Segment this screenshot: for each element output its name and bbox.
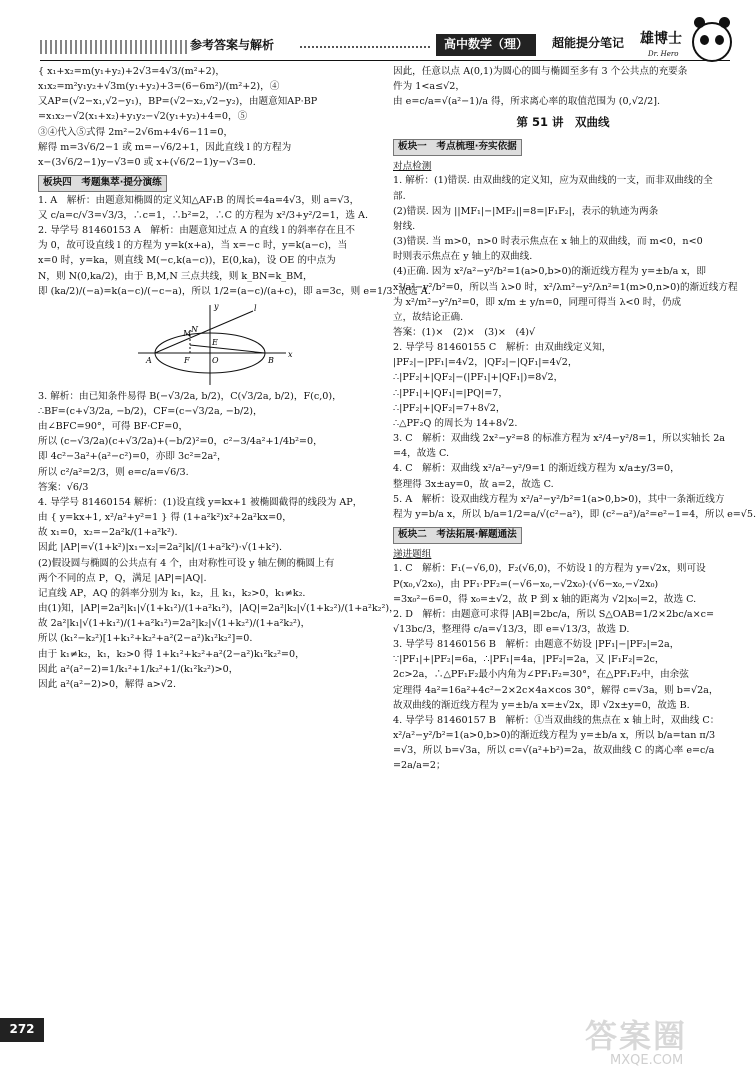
figure-label-N: N bbox=[191, 324, 198, 334]
figure-label-B: B bbox=[268, 355, 274, 365]
text-line: 因此 a²(a²−2)>0，解得 a>√2. bbox=[38, 678, 176, 690]
text-line: 由于 k₁≠k₂，k₁，k₂>0 得 1+k₁²+k₂²+a²(2−a²)k₁²k₂²=0， bbox=[38, 648, 305, 660]
text-line: ∵|PF₁|+|PF₂|=6a，∴|PF₁|=4a，|PF₂|=2a，又 |F₁F₂|=2c， bbox=[393, 654, 665, 666]
text-line: x²/a²−y²/b²=1(a>0,b>0)的渐近线方程为 y=±b/a x，所以 b/a=tan π/3 bbox=[393, 730, 716, 742]
brand-logo-text: 雄博士 bbox=[640, 31, 682, 47]
text-line: P(x₀,√2x₀)，由 PF₁·PF₂=(−√6−x₀,−√2x₀)·(√6−x₀,−√2x₀) bbox=[393, 578, 659, 590]
text-line: =√3，所以 b=√3a，所以 c=√(a²+b²)=2a，故双曲线 C 的离心率 e=c/a bbox=[393, 745, 715, 757]
text-line: 5. A 解析：设双曲线方程为 x²/a²−y²/b²=1(a>0,b>0)，其中一条渐近线方 bbox=[393, 493, 725, 505]
header-subject: 高中数学（理） bbox=[436, 34, 536, 56]
text-line: ③④代入⑤式得 2m²−2√6m+4√6−11=0， bbox=[38, 126, 234, 138]
text-line: 2. 导学号 81460153 A 解析：由题意知过点 A 的直线 l 的斜率存在且不 bbox=[38, 225, 355, 237]
text-line: 故双曲线的渐近线方程为 y=±b/a x=±√2x，即 √2x±y=0，故选 B. bbox=[393, 699, 690, 711]
section-heading: 板块四 考题集萃·提分演练 bbox=[38, 175, 167, 192]
text-line: 1. C 解析：F₁(−√6,0)，F₂(√6,0)，不妨设 l 的方程为 y=√2x，则可设 bbox=[393, 563, 706, 575]
text-line: 4. 导学号 81460154 解析：(1)设直线 y=kx+1 被椭圆截得的线段为 AP， bbox=[38, 496, 363, 508]
text-line: N，则 N(0,ka/2)，由于 B,M,N 三点共线，则 k_BN=k_BM， bbox=[38, 270, 313, 282]
text-line: ∴△PF₂Q 的周长为 14+8√2. bbox=[393, 417, 518, 429]
text-line: 程为 y=b/a x，所以 b/a=1/2=a/√(c²−a²)，即 (c²−a²)/a²=e²−1=4，所以 e=√5. bbox=[393, 508, 756, 520]
text-line: x=0 时，y=ka，则直线 M(−c,k(a−c))，E(0,ka)，设 OE 的中点为 bbox=[38, 255, 336, 267]
text-line: 件为 1<a≤√2， bbox=[393, 81, 465, 93]
text-line: (3)错误. 当 m>0，n>0 时表示焦点在 x 轴上的双曲线，而 m<0，n<0 bbox=[393, 236, 703, 248]
ellipse-diagram bbox=[38, 301, 383, 387]
text-line: ∴|PF₂|+|QF₂|=7+8√2， bbox=[393, 402, 506, 414]
text-line: 所以 c²/a²=2/3，则 e=c/a=√6/3. bbox=[38, 466, 189, 478]
ellipse-figure bbox=[38, 301, 383, 387]
text-line: ∴BF=(c+√3/2a, −b/2)，CF=(c−√3/2a, −b/2)， bbox=[38, 406, 263, 417]
figure-label-y: y bbox=[214, 301, 219, 311]
text-line: 所以 (k₁²−k₂²)[1+k₁²+k₂²+a²(2−a²)k₁²k₂²]=0. bbox=[38, 633, 253, 645]
figure-label-A: A bbox=[146, 355, 152, 365]
figure-label-M: M bbox=[183, 328, 192, 338]
text-line: 故 2a²|k₁|√(1+k₁²)/(1+a²k₁²)=2a²|k₂|√(1+k₂²)/(1+a²k₂²)， bbox=[38, 618, 311, 630]
text-line: 时则表示焦点在 y 轴上的双曲线. bbox=[393, 251, 533, 263]
panda-logo-icon bbox=[692, 22, 732, 62]
text-line: 记直线 AP，AQ 的斜率分别为 k₁，k₂，且 k₁，k₂>0，k₁≠k₂. bbox=[38, 587, 306, 599]
figure-label-E: E bbox=[212, 337, 218, 347]
figure-label-O: O bbox=[212, 355, 219, 365]
header-rule bbox=[40, 60, 730, 61]
text-line: 由 { y=kx+1, x²/a²+y²=1 } 得 (1+a²k²)x²+2a²kx=0， bbox=[38, 512, 292, 524]
text-line: 由(1)知，|AP|=2a²|k₁|√(1+k₁²)/(1+a²k₁²)，|AQ|=2a²|k₂|√(1+k₂²)/(1+a²k₂²)， bbox=[38, 603, 399, 615]
text-line: 2. 导学号 81460155 C 解析：由双曲线定义知， bbox=[393, 342, 612, 354]
page-number: 272 bbox=[0, 1018, 44, 1042]
page-header bbox=[0, 0, 750, 60]
header-decoration bbox=[40, 40, 190, 54]
text-line: 定理得 4a²=16a²+4c²−2×2c×4a×cos 30°，解得 c=√3a，则 b=√2a， bbox=[393, 684, 719, 696]
text-line: 即 (ka/2)/(−a)=k(a−c)/(−c−a)，所以 1/2=(a−c)/(a+c)，即 a=3c，则 e=1/3. 故选 A. bbox=[38, 285, 431, 297]
text-line: 2. D 解析：由题意可求得 |AB|=2bc/a，所以 S△OAB=1/2×2bc/a×c= bbox=[393, 608, 715, 620]
text-line: 1. A 解析：由题意知椭圆的定义知△AF₁B 的周长=4a=4√3，则 a=√3， bbox=[38, 194, 360, 206]
text-line: 3. 导学号 81460156 B 解析：由题意不妨设 |PF₁|−|PF₂|=2a， bbox=[393, 639, 680, 651]
text-line: 立，故结论正确. bbox=[393, 311, 464, 323]
text-line: 3. 解析：由已知条件易得 B(−√3/2a, b/2)，C(√3/2a, b/2)，F(c,0)， bbox=[38, 390, 342, 402]
text-line: 因此 |AP|=√(1+k²)|x₁−x₂|=2a²|k|/(1+a²k²)·√(1+k²). bbox=[38, 542, 283, 554]
line-mb bbox=[190, 345, 265, 353]
text-line: 因此，任意以点 A(0,1)为圆心的圆与椭圆至多有 3 个公共点的充要条 bbox=[393, 66, 688, 77]
text-line: (2)假设圆与椭圆的公共点有 4 个，由对称性可设 y 轴左侧的椭圆上有 bbox=[38, 557, 335, 569]
text-line: x²/a²−y²/b²=0，所以当 λ>0 时，x²/λm²−y²/λn²=1(m>0,n>0)的渐近线方程 bbox=[393, 281, 738, 293]
text-line: 两个不同的点 P，Q，满足 |AP|=|AQ|. bbox=[38, 572, 207, 584]
text-line: 故 x₁=0，x₂=−2a²k/(1+a²k²). bbox=[38, 527, 178, 539]
figure-label-x: x bbox=[288, 349, 293, 359]
figure-label-F: F bbox=[184, 355, 190, 365]
header-title: 参考答案与解析 bbox=[190, 38, 275, 52]
text-line: 答案：(1)× (2)× (3)× (4)√ bbox=[393, 327, 536, 339]
text-line: ∴|PF₁|+|QF₁|=|PQ|=7， bbox=[393, 387, 508, 399]
text-line: 为 0，故可设直线 l 的方程为 y=k(x+a)，当 x=−c 时，y=k(a−c)，当 bbox=[38, 240, 348, 252]
watermark-url: MXQE.COM bbox=[610, 1053, 684, 1068]
subsection-label: 对点检测 bbox=[393, 160, 432, 172]
text-line: =2a/a=2； bbox=[393, 760, 446, 772]
text-line: 答案：√6/3 bbox=[38, 481, 89, 493]
text-line: 4. 导学号 81460157 B 解析：①当双曲线的焦点在 x 轴上时，双曲线 C： bbox=[393, 714, 720, 726]
text-line: 因此 a²(a²−2)=1/k₁²+1/k₂²+1/(k₁²k₂²)>0， bbox=[38, 663, 239, 675]
header-book-title: 超能提分笔记 bbox=[552, 36, 625, 50]
text-line: 所以 (c−√3/2a)(c+√3/2a)+(−b/2)²=0，c²−3/4a²+1/4b²=0， bbox=[38, 436, 323, 448]
figure-label-l: l bbox=[254, 303, 257, 313]
subsection-label: 递进题组 bbox=[393, 548, 432, 560]
text-line: 整理得 3x±ay=0，故 a=2，故选 C. bbox=[393, 478, 554, 490]
text-line: 由 e=c/a=√(a²−1)/a 得，所求离心率的取值范围为 (0,√2/2]. bbox=[393, 96, 661, 108]
text-line: x₁x₂=m²y₁y₂+√3m(y₁+y₂)+3=(6−6m²)/(m²+2)，④ bbox=[38, 81, 280, 93]
watermark-text: 答案圈 bbox=[585, 1017, 688, 1055]
text-line: 部. bbox=[393, 190, 406, 202]
text-line: ∴|PF₂|+|QF₂|−(|PF₁|+|QF₁|)=8√2， bbox=[393, 372, 564, 384]
text-line: { x₁+x₂=m(y₁+y₂)+2√3=4√3/(m²+2)， bbox=[38, 66, 226, 77]
text-line: 由∠BFC=90°，可得 BF·CF=0， bbox=[38, 421, 189, 433]
right-column bbox=[393, 66, 756, 776]
section-heading: 板块二 考法拓展·解题通法 bbox=[393, 527, 522, 544]
text-line: 2c>2a，∴△PF₁F₂最小内角为∠PF₁F₂=30°，在△PF₁F₂中，由余弦 bbox=[393, 669, 689, 681]
text-line: 解得 m=3√6/2−1 或 m=−√6/2+1，因此直线 l 的方程为 bbox=[38, 141, 292, 153]
header-dots bbox=[300, 46, 430, 48]
lecture-title: 第 51 讲 双曲线 bbox=[516, 114, 610, 129]
text-line: 射线. bbox=[393, 220, 416, 232]
text-line: =4，故选 C. bbox=[393, 448, 450, 460]
text-line: 又 c/a=c/√3=√3/3，∴c=1，∴b²=2，∴C 的方程为 x²/3+y²/2=1，选 A. bbox=[38, 209, 369, 221]
text-line: (2)错误. 因为 ||MF₁|−|MF₂||=8=|F₁F₂|，表示的轨迹为两条 bbox=[393, 205, 659, 217]
text-line: 4. C 解析：双曲线 x²/a²−y²/9=1 的渐近线方程为 x/a±y/3=0， bbox=[393, 463, 680, 475]
text-line: =x₁x₂−√2(x₁+x₂)+y₁y₂−√2(y₁+y₂)+4=0，⑤ bbox=[38, 111, 248, 123]
text-line: 为 x²/m²−y²/n²=0，即 x/m ± y/n=0，同理可得当 λ<0 时，仍成 bbox=[393, 296, 682, 308]
text-line: 1. 解析：(1)错误. 由双曲线的定义知，应为双曲线的一支，而非双曲线的全 bbox=[393, 175, 713, 187]
text-line: 又AP=(√2−x₁,√2−y₁)，BP=(√2−x₂,√2−y₂)，由题意知AP·BP bbox=[38, 96, 318, 108]
text-line: =3x₀²−6=0，得 x₀=±√2，故 P 到 x 轴的距离为 √2|x₀|=2，故选 C. bbox=[393, 593, 697, 605]
section-heading: 板块一 考点梳理·夯实依据 bbox=[393, 139, 522, 156]
text-line: |PF₂|−|PF₁|=4√2，|QF₂|−|QF₁|=4√2， bbox=[393, 357, 578, 369]
text-line: √13bc/3，整理得 c/a=√13/3，即 e=√13/3，故选 D. bbox=[393, 623, 630, 635]
text-line: x−(3√6/2−1)y−√3=0 或 x+(√6/2−1)y−√3=0. bbox=[38, 156, 256, 168]
text-line: (4)正确. 因为 x²/a²−y²/b²=1(a>0,b>0)的渐近线方程为 y=±b/a x，即 bbox=[393, 266, 706, 278]
brand-logo-english: Dr. Hero bbox=[648, 50, 679, 58]
text-line: 即 4c²−3a²+(a²−c²)=0，亦即 3c²=2a²， bbox=[38, 451, 227, 463]
text-line: 3. C 解析：双曲线 2x²−y²=8 的标准方程为 x²/4−y²/8=1，所以实轴长 2a bbox=[393, 433, 726, 445]
